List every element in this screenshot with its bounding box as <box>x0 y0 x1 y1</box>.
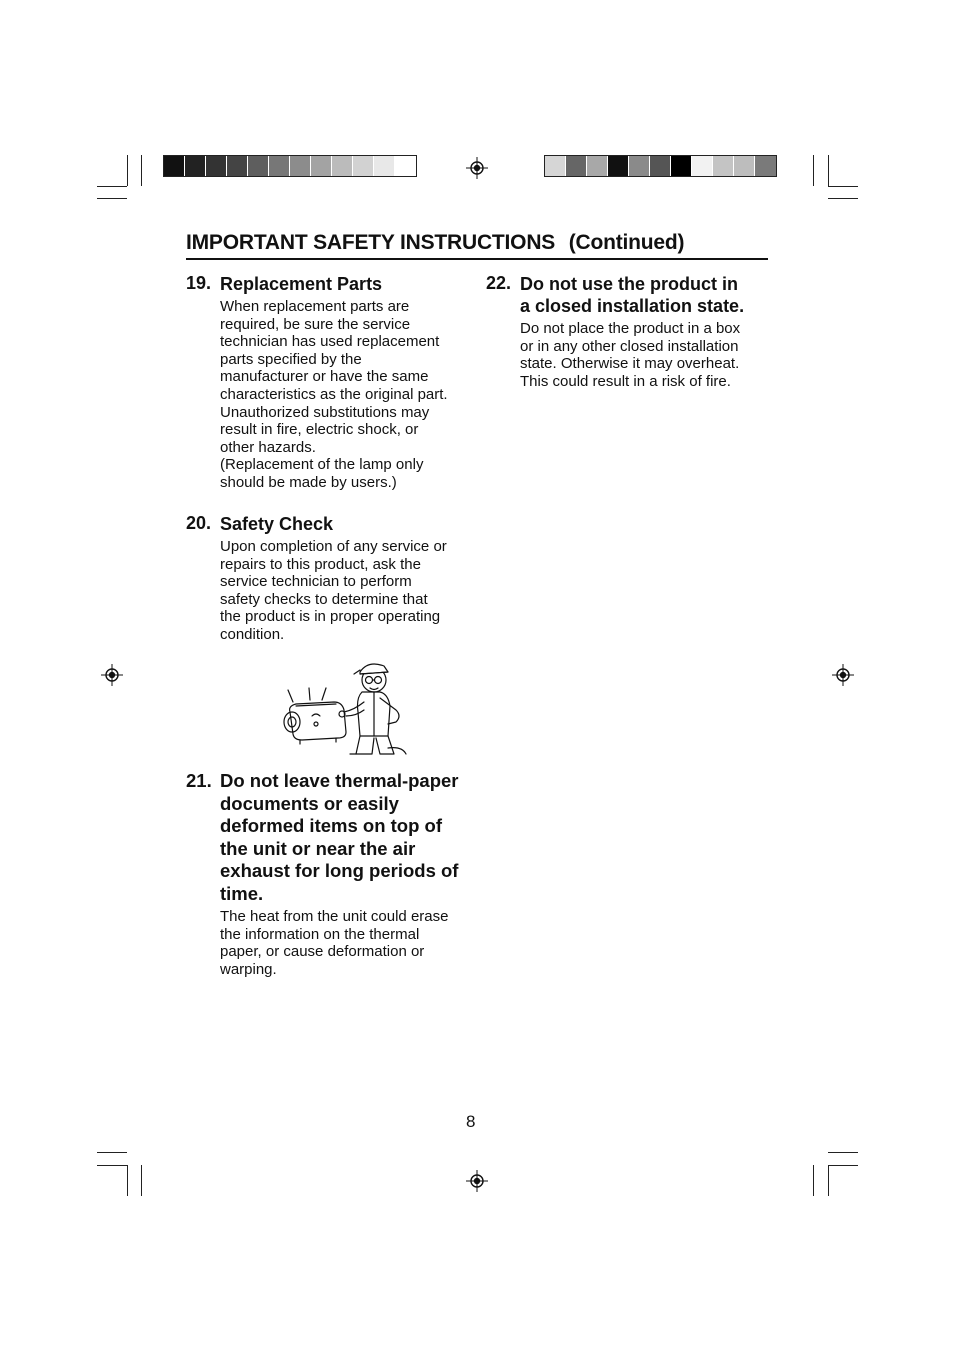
body-line: required, be sure the service <box>220 315 411 333</box>
crop-mark <box>828 198 858 199</box>
color-swatch <box>332 156 353 176</box>
body-line: condition. <box>220 625 285 643</box>
crop-mark <box>97 1152 127 1153</box>
color-swatch <box>608 156 629 176</box>
body-line: When replacement parts are <box>220 298 410 315</box>
title-line: time. <box>220 882 264 904</box>
registration-mark-icon <box>466 1170 488 1192</box>
instruction-item-22 <box>486 273 776 390</box>
instruction-item-21 <box>186 770 486 978</box>
body-line: warping. <box>220 960 277 978</box>
page-heading <box>186 231 768 260</box>
title-line: Do not use the product in <box>520 274 738 294</box>
item-body <box>220 298 476 492</box>
item-title: Safety Check <box>220 514 334 534</box>
body-line: paper, or cause deformation or <box>220 943 425 961</box>
title-line: a closed installation state. <box>520 296 745 316</box>
body-line: or in any other closed installation <box>520 337 739 355</box>
crop-mark <box>813 1165 814 1196</box>
color-swatch <box>629 156 650 176</box>
body-line: manufacturer or have the same <box>220 368 429 386</box>
crop-mark <box>828 1152 858 1153</box>
crop-mark <box>828 1165 829 1196</box>
item-number: 20. <box>186 513 212 533</box>
body-line: parts specified by the <box>220 350 362 368</box>
item-body <box>520 320 776 390</box>
body-line: technician has used replacement <box>220 333 440 351</box>
registration-mark-icon <box>101 664 123 686</box>
item-title <box>220 770 486 905</box>
color-swatch <box>353 156 374 176</box>
body-line: other hazards. <box>220 438 316 456</box>
crop-mark <box>127 155 128 186</box>
item-body <box>220 538 476 644</box>
color-swatch <box>650 156 671 176</box>
color-swatch <box>395 156 416 176</box>
body-line: Upon completion of any service or <box>220 538 447 555</box>
body-line: (Replacement of the lamp only <box>220 456 424 474</box>
instruction-item-19 <box>186 273 476 492</box>
crop-mark <box>141 155 142 186</box>
crop-mark <box>97 1165 127 1166</box>
color-swatch <box>545 156 566 176</box>
body-line: the product is in proper operating <box>220 608 441 626</box>
crop-mark <box>127 1165 128 1196</box>
page-number: 8 <box>466 1112 476 1131</box>
crop-mark <box>97 198 127 199</box>
color-calibration-bar-right <box>544 155 777 177</box>
item-number: 19. <box>186 273 212 293</box>
item-number: 21. <box>186 770 212 791</box>
color-swatch <box>587 156 608 176</box>
crop-mark <box>828 155 829 186</box>
body-line: service technician to perform <box>220 573 412 591</box>
color-swatch <box>755 156 776 176</box>
body-line: state. Otherwise it may overheat. <box>520 355 740 373</box>
body-line: should be made by users.) <box>220 473 397 491</box>
color-swatch <box>227 156 248 176</box>
registration-mark-icon <box>832 664 854 686</box>
color-swatch <box>671 156 692 176</box>
body-line: characteristics as the original part. <box>220 385 448 403</box>
title-line: exhaust for long periods of <box>220 860 459 881</box>
color-swatch <box>248 156 269 176</box>
title-line: the unit or near the air <box>220 837 416 859</box>
item-body <box>220 908 486 978</box>
color-swatch <box>185 156 206 176</box>
crop-mark <box>141 1165 142 1196</box>
body-line: result in fire, electric shock, or <box>220 421 419 439</box>
color-swatch <box>692 156 713 176</box>
title-line: deformed items on top of <box>220 815 442 836</box>
technician-servicing-projector-icon <box>276 658 416 756</box>
item-number: 22. <box>486 273 512 293</box>
crop-mark <box>97 186 127 187</box>
title-line: Do not leave thermal-paper <box>220 770 459 791</box>
color-swatch <box>290 156 311 176</box>
crop-mark <box>813 155 814 186</box>
body-line: The heat from the unit could erase <box>220 908 449 925</box>
item-title <box>520 273 776 317</box>
heading-suffix: (Continued) <box>568 231 685 254</box>
body-line: repairs to this product, ask the <box>220 555 421 573</box>
color-swatch <box>713 156 734 176</box>
title-line: documents or easily <box>220 792 399 814</box>
color-calibration-bar-left <box>163 155 417 177</box>
body-line: Unauthorized substitutions may <box>220 403 430 421</box>
body-line: Do not place the product in a box <box>520 320 741 337</box>
color-swatch <box>206 156 227 176</box>
color-swatch <box>164 156 185 176</box>
color-swatch <box>374 156 395 176</box>
registration-mark-icon <box>466 157 488 179</box>
item-title: Replacement Parts <box>220 274 383 294</box>
body-line: This could result in a risk of fire. <box>520 372 731 390</box>
color-swatch <box>734 156 755 176</box>
heading-title: IMPORTANT SAFETY INSTRUCTIONS <box>186 231 556 254</box>
crop-mark <box>828 1165 858 1166</box>
body-line: the information on the thermal <box>220 925 420 943</box>
color-swatch <box>566 156 587 176</box>
instruction-item-20 <box>186 513 476 644</box>
color-swatch <box>269 156 290 176</box>
body-line: safety checks to determine that <box>220 590 428 608</box>
crop-mark <box>828 186 858 187</box>
color-swatch <box>311 156 332 176</box>
